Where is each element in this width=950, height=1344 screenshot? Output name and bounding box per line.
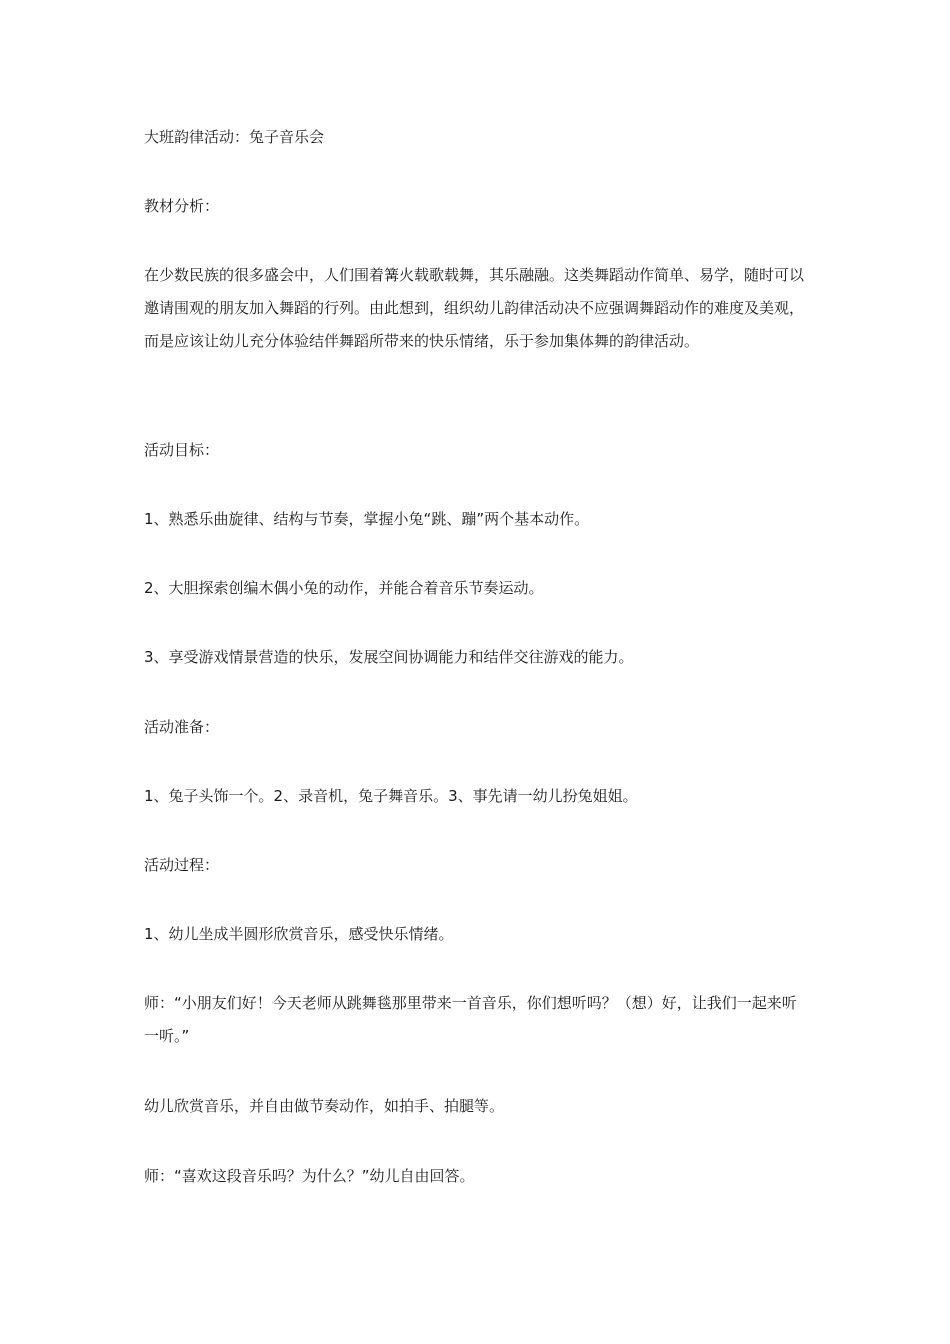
children-activity: 幼儿欣赏音乐，并自由做节奏动作，如拍手、拍腿等。 [144,1097,505,1115]
process-step-1: 1、幼儿坐成半圆形欣赏音乐，感受快乐情绪。 [144,925,454,943]
process-heading: 活动过程： [144,856,220,874]
goal-item-3: 3、享受游戏情景营造的快乐，发展空间协调能力和结伴交往游戏的能力。 [144,648,634,666]
analysis-paragraph: 在少数民族的很多盛会中，人们围着篝火载歌载舞，其乐融融。这类舞蹈动作简单、易学，随时可以邀请围观的朋友加入舞蹈的行列。由此想到，组织幼儿韵律活动决不应强调舞蹈动作的难度及美观，而是应该让幼儿充分体验结伴舞蹈所带来的快乐情绪，乐于参加集体舞的韵律活动。 [144,266,805,350]
teacher-line-1: 师：“小朋友们好！今天老师从跳舞毯那里带来一首音乐，你们想听吗？（想）好，让我们一起来听一听。” [144,994,797,1045]
prep-text: 1、兔子头饰一个。2、录音机，兔子舞音乐。3、事先请一幼儿扮兔姐姐。 [144,787,638,805]
analysis-heading: 教材分析： [144,197,220,215]
goals-heading: 活动目标： [144,441,220,459]
teacher-line-2: 师：“喜欢这段音乐吗？为什么？”幼儿自由回答。 [144,1167,475,1185]
goal-item-2: 2、大胆探索创编木偶小兔的动作，并能合着音乐节奏运动。 [144,579,544,597]
document-title: 大班韵律活动：兔子音乐会 [144,128,325,146]
goal-item-1: 1、熟悉乐曲旋律、结构与节奏，掌握小兔“跳、蹦”两个基本动作。 [144,510,590,528]
prep-heading: 活动准备： [144,718,220,736]
